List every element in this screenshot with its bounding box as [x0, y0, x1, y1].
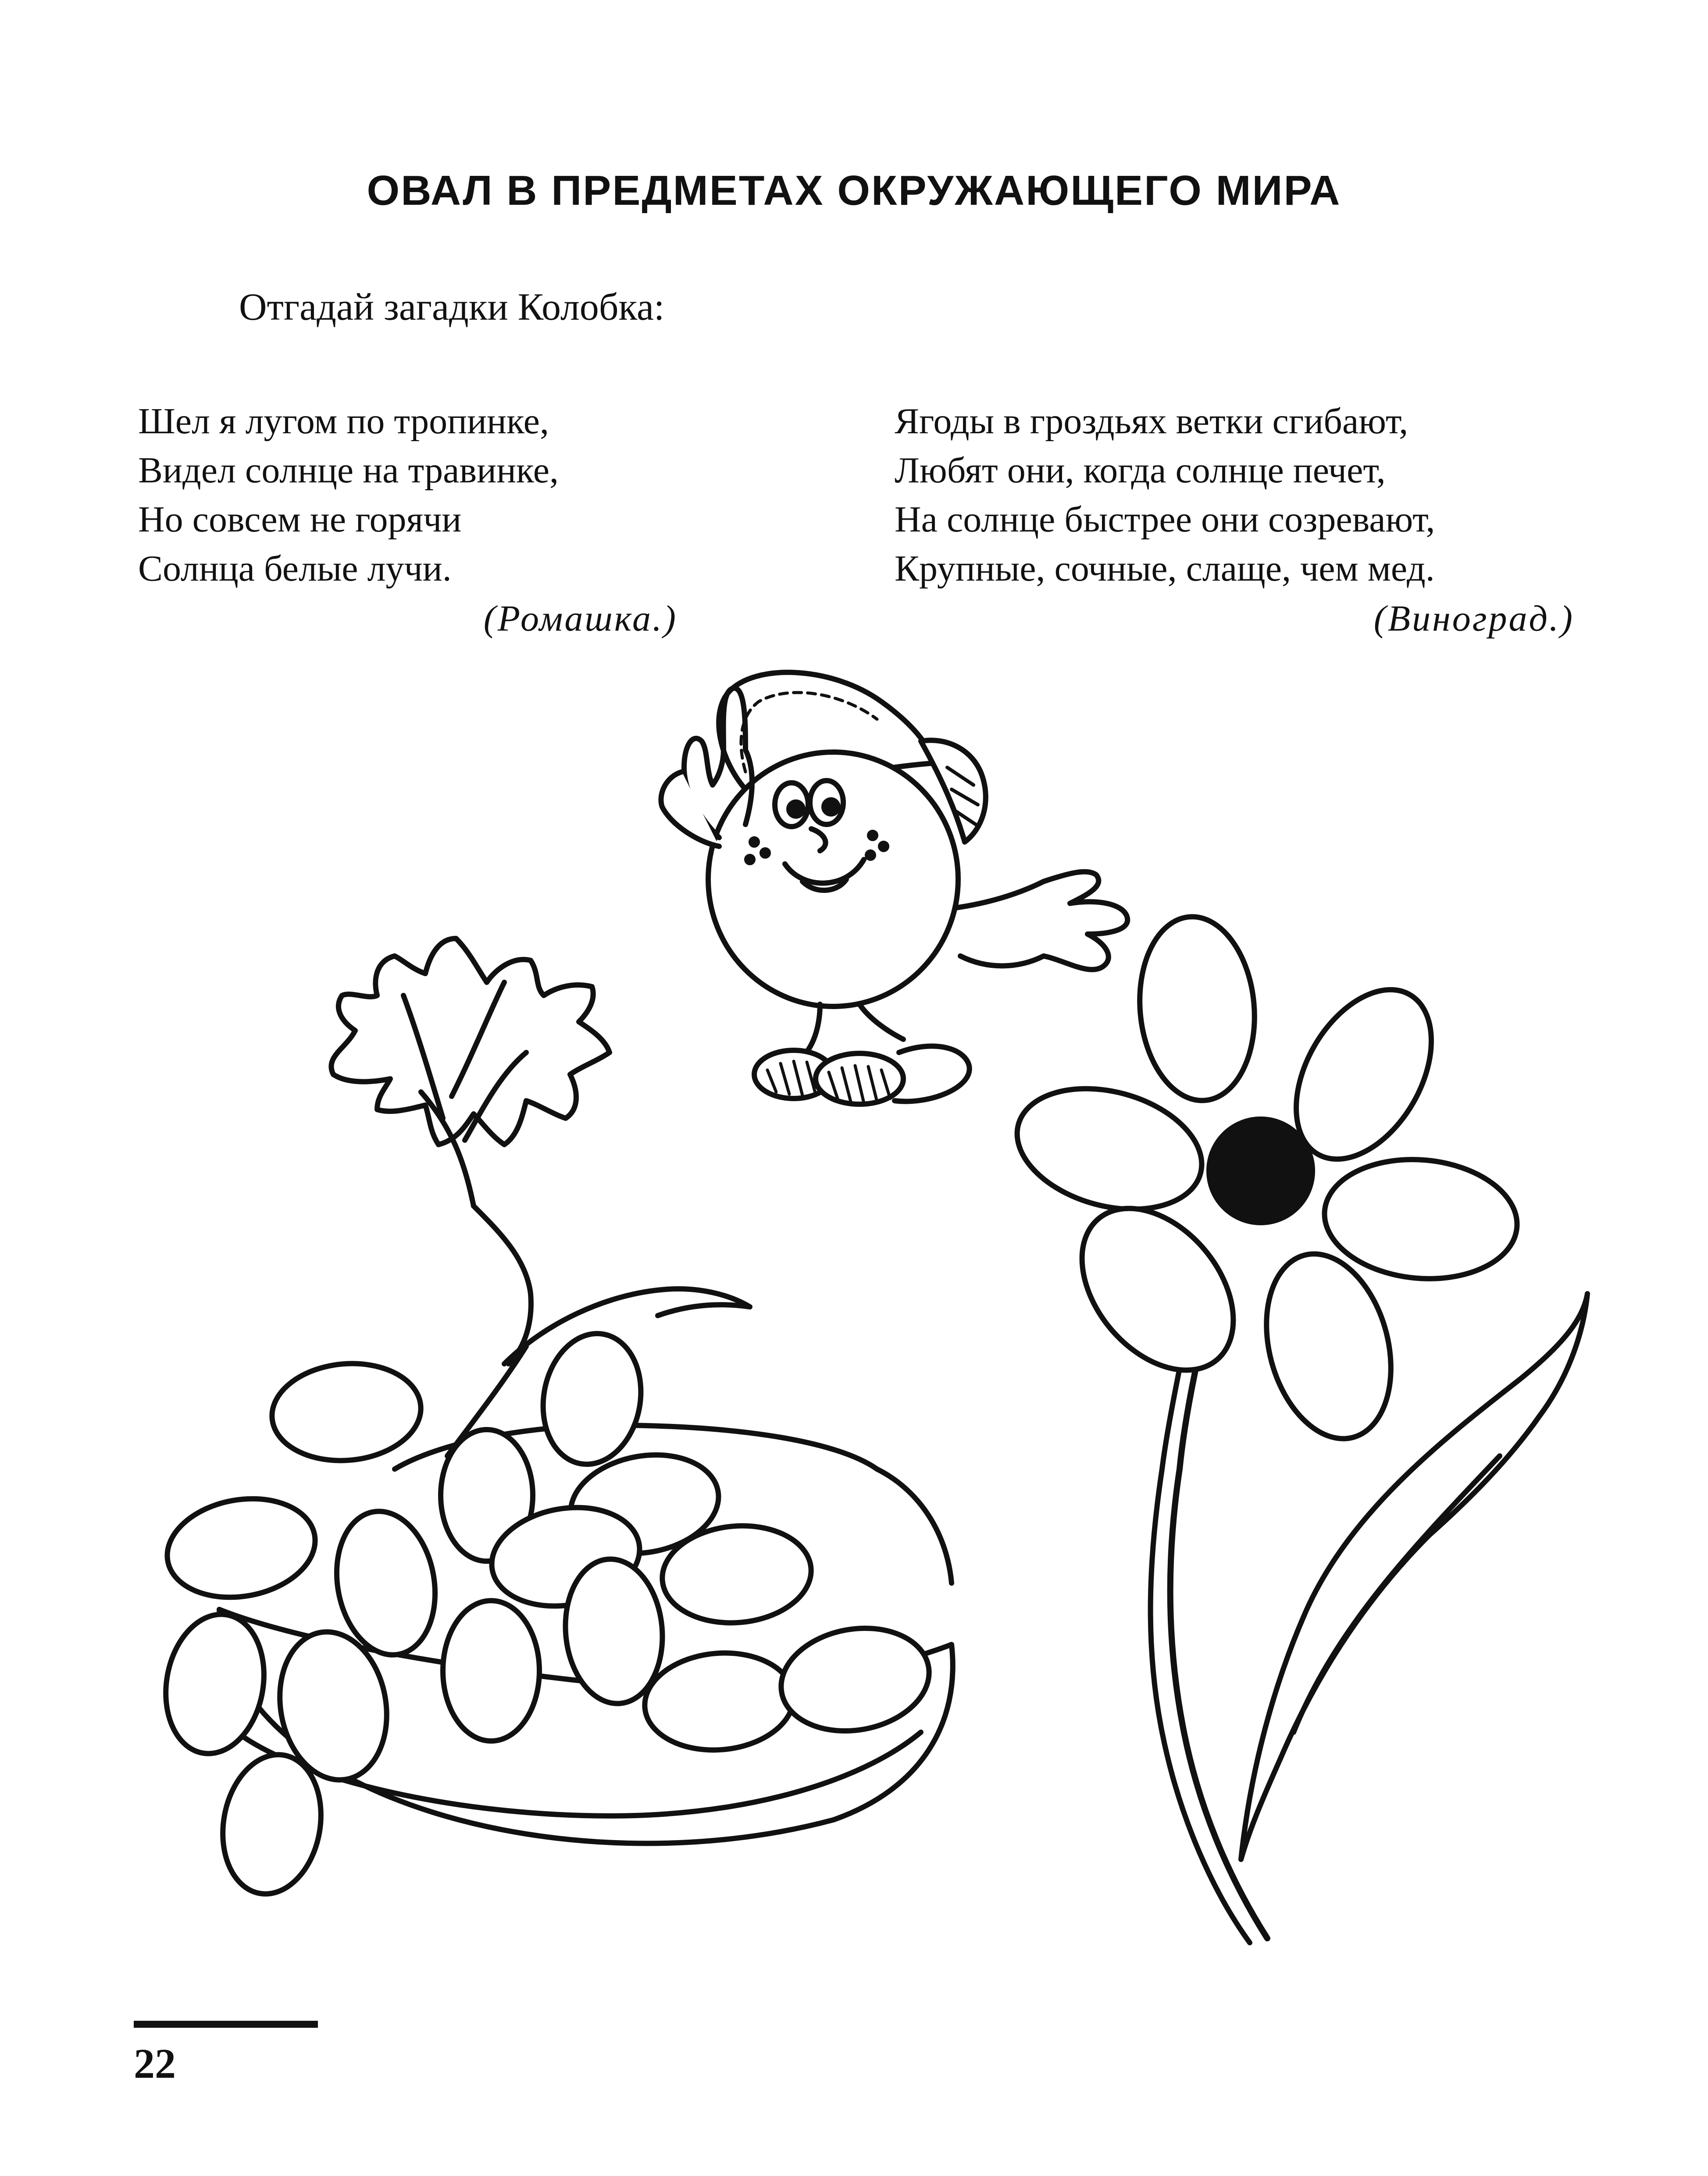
intro-text: Отгадай загадки Колобка: — [239, 286, 665, 328]
riddle-line: Крупные, сочные, слаще, чем мед. — [895, 548, 1435, 589]
riddle-line: Ягоды в гроздьях ветки сгибают, — [895, 401, 1408, 442]
riddle-line: На солнце быстрее они созревают, — [895, 499, 1435, 540]
page-title: ОВАЛ В ПРЕДМЕТАХ ОКРУЖАЮЩЕГО МИРА — [367, 167, 1341, 214]
riddle-line: Любят они, когда солнце печет, — [895, 450, 1386, 491]
riddle-line: Но совсем не горячи — [138, 499, 462, 540]
daisy-flower — [1004, 912, 1587, 1943]
kolobok-character — [661, 672, 1127, 1104]
page-number: 22 — [134, 2040, 176, 2087]
riddle-answer: (Виноград.) — [1373, 598, 1574, 639]
page-number-rule — [134, 2021, 318, 2028]
riddle-line: Солнца белые лучи. — [138, 548, 452, 589]
coloring-illustration — [0, 636, 1708, 1995]
riddle-line: Шел я лугом по тропинке, — [138, 401, 549, 442]
riddle-grapes — [895, 397, 1596, 643]
riddle-answer: (Ромашка.) — [483, 598, 677, 639]
riddle-line: Видел солнце на травинке, — [138, 450, 559, 491]
riddle-daisy — [138, 397, 708, 643]
